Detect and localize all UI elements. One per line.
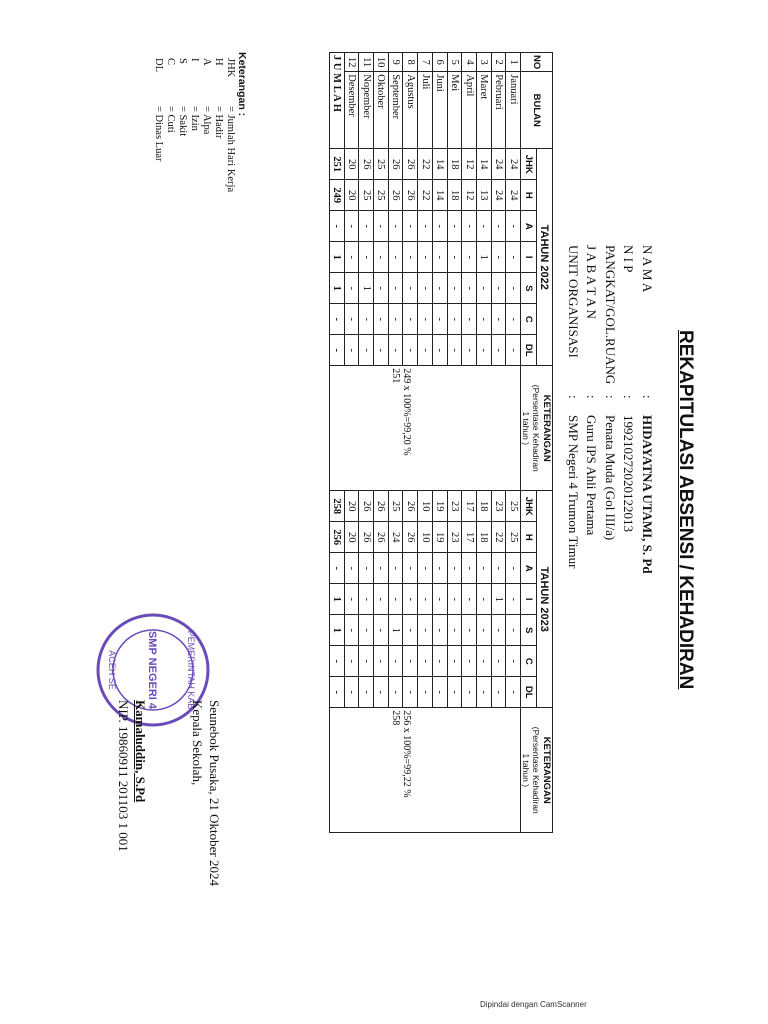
cell-y2: - (476, 553, 491, 584)
stamp-top: PEMERINTAH KAB (186, 630, 196, 710)
cell-y1: 25 (374, 149, 389, 180)
cell-y2: - (344, 646, 359, 677)
cell-bulan: Agustus (403, 72, 418, 149)
cell-y1: - (388, 304, 403, 335)
cell-y2: 26 (374, 522, 389, 553)
cell-y1: - (432, 304, 447, 335)
cell-y2: - (388, 677, 403, 708)
col-header: JHK (521, 149, 537, 180)
cell-y2: - (491, 677, 506, 708)
info-row (564, 245, 583, 574)
cell-y1: - (359, 304, 374, 335)
employee-info (564, 245, 657, 574)
cell-y1: - (359, 211, 374, 242)
cell-y1: 22 (418, 149, 433, 180)
total-y1: 251 (330, 149, 345, 180)
info-label: N I P (621, 245, 637, 273)
cell-y1: 1 (359, 273, 374, 304)
header-ket2: KETERANGAN (Persentase Kehadiran 1 tahun ) (521, 708, 553, 833)
total-y2: - (330, 553, 345, 584)
info-value: HIDAYATNA UTAMI, S. Pd (640, 415, 655, 574)
cell-y1: - (506, 273, 521, 304)
cell-y2: - (432, 677, 447, 708)
info-label: N A M A (640, 245, 655, 293)
cell-y2: - (432, 615, 447, 646)
col-header: I (521, 584, 537, 615)
cell-y2: - (491, 646, 506, 677)
cell-y1: - (388, 273, 403, 304)
scanner-watermark: Dipindai dengan CamScanner (480, 1000, 587, 1009)
info-value: SMP Negeri 4 Trumon Timur (566, 415, 581, 569)
cell-y2: - (491, 615, 506, 646)
total-y2: 1 (330, 615, 345, 646)
cell-y1: - (388, 211, 403, 242)
cell-y2: - (462, 677, 477, 708)
cell-y1: 26 (388, 180, 403, 211)
cell-y2: - (506, 646, 521, 677)
cell-y1: - (418, 304, 433, 335)
sign-nip: NIP. 19860911 201103 1 001 (116, 700, 131, 852)
header-year1: TAHUN 2022 (537, 149, 553, 366)
cell-y2: 26 (403, 491, 418, 522)
cell-y1: - (491, 242, 506, 273)
cell-y2: - (432, 646, 447, 677)
cell-y2: - (359, 677, 374, 708)
cell-y1: - (462, 273, 477, 304)
cell-y2: 10 (418, 491, 433, 522)
cell-y2: - (359, 615, 374, 646)
cell-y1: - (476, 211, 491, 242)
cell-y2: - (344, 584, 359, 615)
cell-y2: - (374, 584, 389, 615)
cell-bulan: Juni (432, 72, 447, 149)
cell-y1: 14 (432, 149, 447, 180)
col-header: H (521, 180, 537, 211)
total-y2: - (330, 677, 345, 708)
cell-y1: - (403, 273, 418, 304)
sign-place-date: Seunebok Pusaka, 21 Oktober 2024 (207, 700, 222, 886)
cell-y2: 20 (344, 522, 359, 553)
total-label: J U M L A H (330, 53, 345, 149)
cell-y2: - (447, 646, 462, 677)
cell-y1: - (447, 242, 462, 273)
col-header: DL (521, 335, 537, 366)
cell-y2: - (403, 646, 418, 677)
cell-y2: - (506, 584, 521, 615)
cell-y1: - (374, 335, 389, 366)
cell-y2: - (403, 615, 418, 646)
legend-item: S = Sakit (177, 58, 188, 137)
cell-y2: 26 (374, 491, 389, 522)
cell-no: 7 (418, 53, 433, 72)
cell-y1: 18 (447, 149, 462, 180)
cell-y2: - (447, 584, 462, 615)
cell-y2: - (506, 677, 521, 708)
col-header: JHK (521, 491, 537, 522)
cell-y1: 26 (403, 180, 418, 211)
legend (152, 52, 248, 192)
cell-y1: - (374, 273, 389, 304)
cell-y2: - (462, 584, 477, 615)
cell-y2: 1 (388, 615, 403, 646)
info-colon: : (566, 395, 581, 399)
info-label: J A B A T A N (584, 245, 600, 319)
cell-y2: - (374, 677, 389, 708)
info-colon: : (640, 395, 655, 399)
cell-bulan: Nopember (359, 72, 374, 149)
cell-y1: 26 (359, 149, 374, 180)
info-label: UNIT ORGANISASI (566, 245, 581, 358)
col-header: H (521, 522, 537, 553)
cell-y1: - (462, 242, 477, 273)
col-header: I (521, 242, 537, 273)
stamp-mid: SMP NEGERI 4 (146, 630, 158, 710)
cell-y1: - (374, 211, 389, 242)
cell-y2: 22 (491, 522, 506, 553)
cell-y2: 10 (418, 522, 433, 553)
cell-y2: - (432, 584, 447, 615)
info-row (582, 245, 601, 574)
cell-bulan: Pebruari (491, 72, 506, 149)
cell-y1: - (447, 304, 462, 335)
cell-y2: - (374, 646, 389, 677)
cell-y1: 12 (462, 180, 477, 211)
cell-y1: - (344, 242, 359, 273)
cell-y2: - (418, 584, 433, 615)
sign-role: Kepala Sekolah, (190, 700, 205, 786)
info-colon: : (621, 395, 637, 399)
ket1-cell: 249 x 100%=99,20 % 251 (330, 366, 521, 491)
ket2-cell: 256 x 100%=99,22 % 258 (330, 708, 521, 833)
cell-bulan: September (388, 72, 403, 149)
cell-y2: 26 (359, 491, 374, 522)
cell-y2: - (491, 553, 506, 584)
cell-y2: 18 (476, 491, 491, 522)
cell-y1: - (462, 335, 477, 366)
cell-y1: 22 (418, 180, 433, 211)
cell-y2: - (506, 615, 521, 646)
total-y2: 258 (330, 491, 345, 522)
cell-y1: - (462, 211, 477, 242)
legend-title: Keterangan : (236, 52, 248, 117)
cell-y2: 26 (403, 522, 418, 553)
cell-y1: - (418, 211, 433, 242)
cell-y2: - (388, 584, 403, 615)
cell-y1: 14 (432, 180, 447, 211)
cell-bulan: Desember (344, 72, 359, 149)
cell-y2: - (476, 615, 491, 646)
header-ket1: KETERANGAN (Persentase Kehadiran 1 tahun ) (521, 366, 553, 491)
cell-y2: - (476, 646, 491, 677)
total-y2: 1 (330, 584, 345, 615)
cell-y2: 26 (359, 522, 374, 553)
document-title: REKAPITULASI ABSENSI / KEHADIRAN (675, 330, 696, 690)
total-y1: 249 (330, 180, 345, 211)
header-bulan: BULAN (521, 72, 553, 149)
cell-y2: - (344, 553, 359, 584)
cell-y1: - (506, 304, 521, 335)
total-y1: 1 (330, 242, 345, 273)
cell-y2: - (432, 553, 447, 584)
col-header: A (521, 211, 537, 242)
cell-y2: 24 (388, 522, 403, 553)
stamp-bottom: ACEH SE (107, 650, 117, 690)
cell-y1: 25 (374, 180, 389, 211)
cell-y1: - (491, 335, 506, 366)
cell-y2: - (374, 553, 389, 584)
cell-y2: 25 (506, 522, 521, 553)
col-header: C (521, 304, 537, 335)
cell-no: 4 (462, 53, 477, 72)
cell-y2: 17 (462, 522, 477, 553)
info-colon: : (603, 395, 618, 399)
cell-y2: - (403, 553, 418, 584)
total-y2: 256 (330, 522, 345, 553)
cell-y1: - (403, 335, 418, 366)
info-value: Penata Muda (Gol III/a) (603, 415, 618, 541)
cell-y1: - (388, 242, 403, 273)
info-colon: : (584, 395, 600, 399)
cell-y2: 19 (432, 491, 447, 522)
cell-y2: - (418, 615, 433, 646)
cell-y2: - (462, 553, 477, 584)
cell-y1: - (476, 273, 491, 304)
info-row (601, 245, 620, 574)
cell-y2: - (418, 553, 433, 584)
table-row (506, 53, 521, 833)
cell-y1: - (506, 211, 521, 242)
cell-y1: 13 (476, 180, 491, 211)
cell-no: 2 (491, 53, 506, 72)
cell-y2: - (359, 553, 374, 584)
cell-no: 6 (432, 53, 447, 72)
cell-y1: - (447, 211, 462, 242)
cell-y1: - (491, 304, 506, 335)
cell-no: 11 (359, 53, 374, 72)
legend-item: DL = Dinas Luar (153, 58, 164, 162)
legend-item: H = Hadir (213, 58, 224, 139)
cell-bulan: Januari (506, 72, 521, 149)
cell-no: 5 (447, 53, 462, 72)
cell-y1: 18 (447, 180, 462, 211)
cell-y1: - (476, 335, 491, 366)
cell-y1: - (403, 242, 418, 273)
info-label: PANGKAT/GOL.RUANG (603, 245, 618, 385)
cell-y1: - (432, 242, 447, 273)
cell-no: 1 (506, 53, 521, 72)
cell-no: 9 (388, 53, 403, 72)
cell-no: 8 (403, 53, 418, 72)
cell-y2: 25 (388, 491, 403, 522)
cell-y1: - (432, 335, 447, 366)
cell-no: 3 (476, 53, 491, 72)
cell-y1: - (491, 211, 506, 242)
cell-y2: 18 (476, 522, 491, 553)
cell-y1: 24 (491, 149, 506, 180)
col-header: A (521, 553, 537, 584)
cell-y1: - (447, 273, 462, 304)
cell-y2: 23 (447, 522, 462, 553)
cell-bulan: April (462, 72, 477, 149)
cell-y2: 25 (506, 491, 521, 522)
cell-y2: 19 (432, 522, 447, 553)
cell-y2: - (403, 584, 418, 615)
cell-y2: 1 (491, 584, 506, 615)
cell-y1: 12 (462, 149, 477, 180)
info-row (619, 245, 638, 574)
cell-y1: 24 (506, 149, 521, 180)
header-no: NO (521, 53, 553, 72)
cell-y1: 24 (491, 180, 506, 211)
cell-y2: - (462, 646, 477, 677)
cell-y2: - (359, 646, 374, 677)
cell-y1: - (506, 335, 521, 366)
cell-y1: - (476, 304, 491, 335)
cell-y2: - (418, 677, 433, 708)
cell-y2: - (344, 677, 359, 708)
cell-y2: - (476, 584, 491, 615)
signature-block (115, 700, 223, 1020)
cell-y1: - (344, 211, 359, 242)
cell-no: 10 (374, 53, 389, 72)
cell-y1: - (432, 211, 447, 242)
cell-bulan: Oktober (374, 72, 389, 149)
cell-y2: 23 (491, 491, 506, 522)
cell-y1: - (418, 273, 433, 304)
cell-y2: - (462, 615, 477, 646)
total-y1: 1 (330, 273, 345, 304)
cell-y1: - (418, 242, 433, 273)
cell-y2: - (374, 615, 389, 646)
sign-name: Kamaluddin, S.Pd (133, 700, 148, 803)
cell-y1: - (432, 273, 447, 304)
cell-y2: - (359, 584, 374, 615)
info-row (638, 245, 657, 574)
cell-y2: 23 (447, 491, 462, 522)
legend-item: I = Izin (189, 58, 200, 131)
cell-y2: - (506, 553, 521, 584)
cell-y1: 24 (506, 180, 521, 211)
cell-y1: 14 (476, 149, 491, 180)
cell-y1: - (462, 304, 477, 335)
cell-y2: - (447, 677, 462, 708)
attendance-table (329, 52, 553, 833)
cell-y1: - (403, 304, 418, 335)
info-value: 199210272020122013 (621, 415, 637, 532)
col-header: S (521, 273, 537, 304)
cell-y1: - (344, 335, 359, 366)
cell-y1: - (447, 335, 462, 366)
cell-bulan: Mei (447, 72, 462, 149)
cell-y2: - (344, 615, 359, 646)
cell-y1: - (491, 273, 506, 304)
cell-y1: - (359, 335, 374, 366)
cell-bulan: Juli (418, 72, 433, 149)
cell-y2: - (388, 646, 403, 677)
cell-y2: - (476, 677, 491, 708)
cell-y1: - (506, 242, 521, 273)
cell-y2: - (447, 615, 462, 646)
cell-y1: 26 (403, 149, 418, 180)
cell-y2: - (418, 646, 433, 677)
cell-y1: - (344, 304, 359, 335)
cell-y2: - (447, 553, 462, 584)
col-header: S (521, 615, 537, 646)
cell-y1: 1 (476, 242, 491, 273)
cell-y1: - (374, 242, 389, 273)
cell-y1: - (388, 335, 403, 366)
cell-y1: 25 (359, 180, 374, 211)
cell-y1: - (344, 273, 359, 304)
legend-item: C = Cuti (165, 58, 176, 133)
cell-bulan: Maret (476, 72, 491, 149)
col-header: C (521, 646, 537, 677)
cell-y1: - (403, 211, 418, 242)
col-header: DL (521, 677, 537, 708)
info-value: Guru IPS Ahli Pertama (584, 415, 600, 536)
cell-y1: - (418, 335, 433, 366)
header-year2: TAHUN 2023 (537, 491, 553, 708)
total-y2: - (330, 646, 345, 677)
table-header-row (537, 53, 553, 833)
total-y1: - (330, 304, 345, 335)
cell-y2: 17 (462, 491, 477, 522)
cell-no: 12 (344, 53, 359, 72)
cell-y1: 20 (344, 149, 359, 180)
legend-item: A = Alpa (201, 58, 212, 135)
cell-y1: - (374, 304, 389, 335)
total-y1: - (330, 335, 345, 366)
legend-item: JHK = Jumlah Hari Kerja (225, 58, 236, 193)
cell-y2: - (388, 553, 403, 584)
total-y1: - (330, 211, 345, 242)
cell-y2: - (403, 677, 418, 708)
cell-y1: - (359, 242, 374, 273)
cell-y2: 20 (344, 491, 359, 522)
cell-y1: 26 (388, 149, 403, 180)
cell-y1: 20 (344, 180, 359, 211)
